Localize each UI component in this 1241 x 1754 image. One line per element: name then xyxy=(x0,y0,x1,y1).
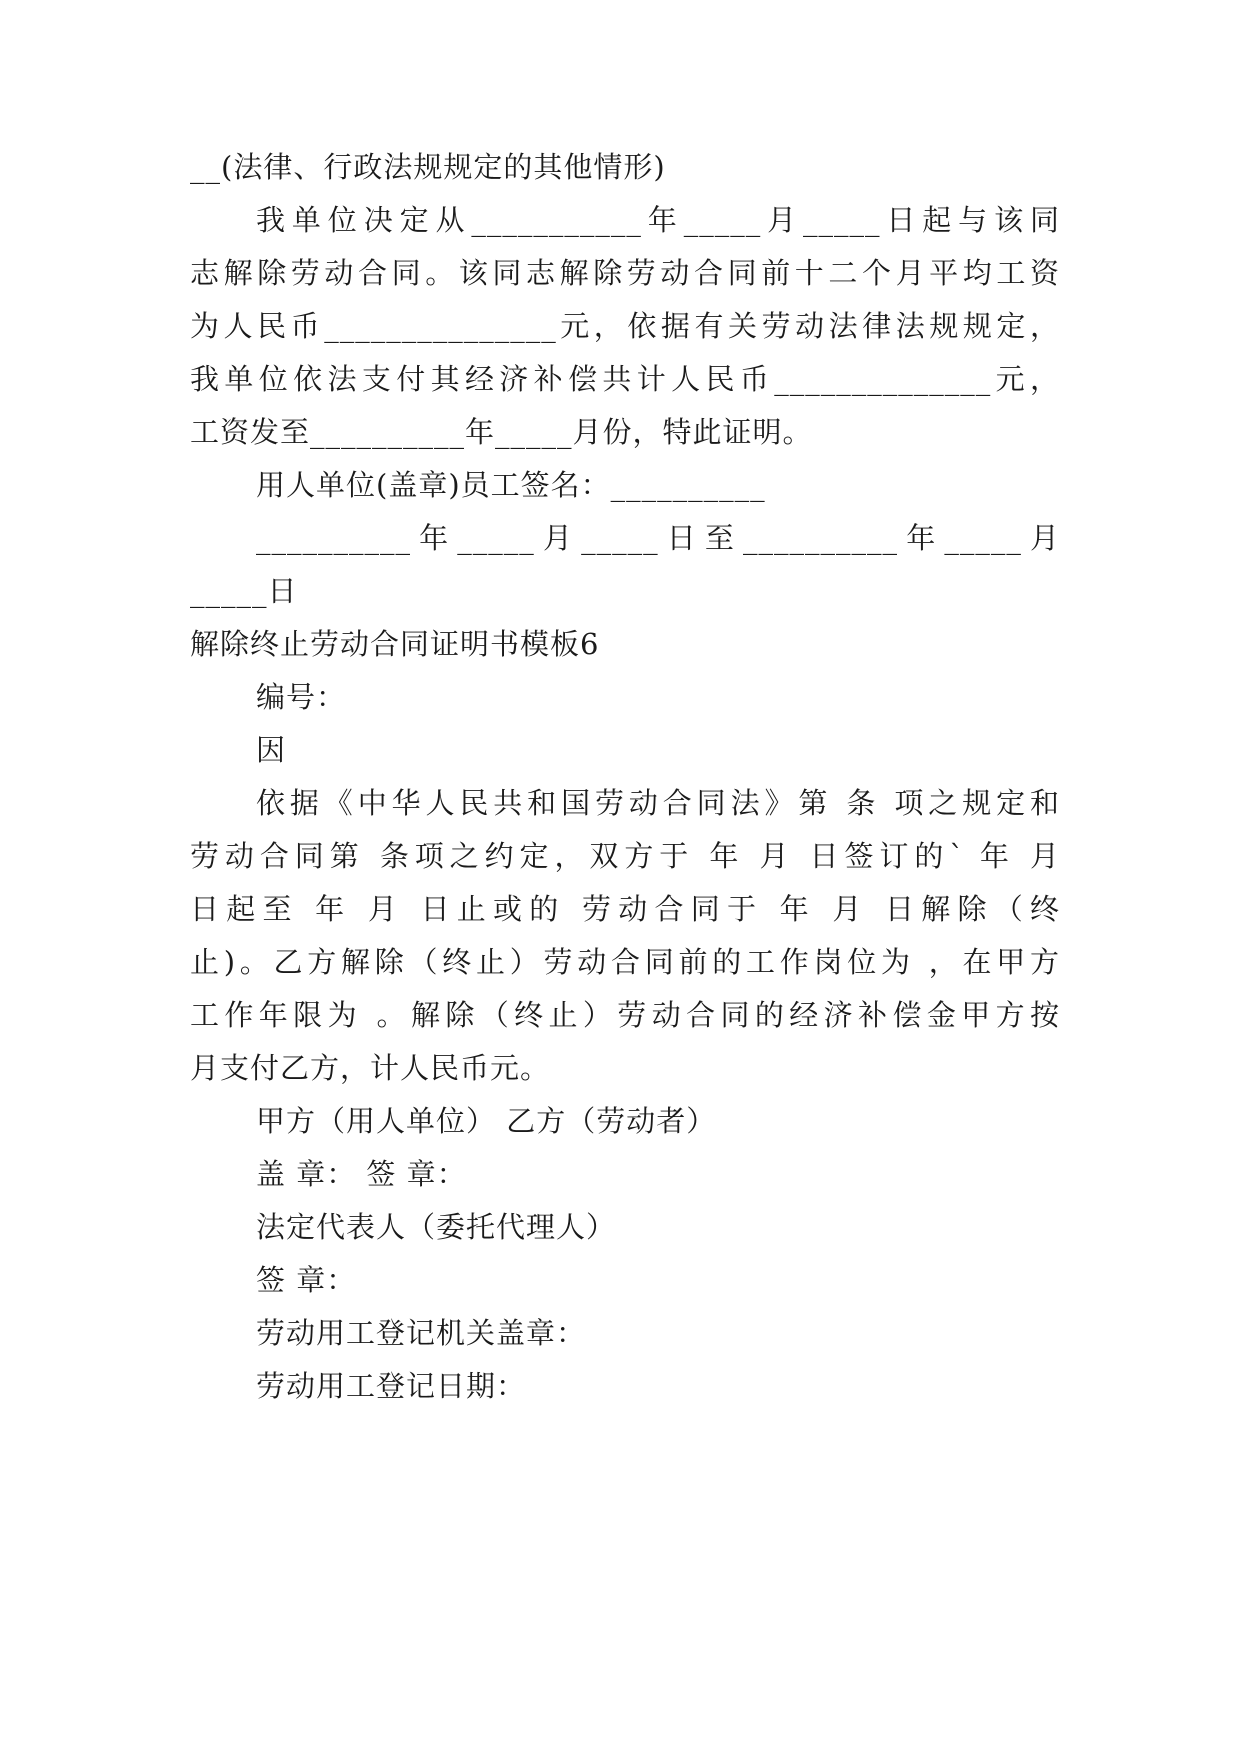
average-wage-line: 志解除劳动合同。该同志解除劳动合同前十二个月平均工资 xyxy=(190,256,1060,290)
serial-number-label: 编号： xyxy=(256,680,347,714)
wage-amount-line: 为人民币_______________元，依据有关劳动法律法规规定， xyxy=(190,309,1060,343)
legal-representative-line: 法定代表人（委托代理人） xyxy=(256,1210,617,1244)
termination-date-line: 我单位决定从___________年_____月_____日起与该同 xyxy=(256,203,1060,237)
parties-line: 甲方（用人单位） 乙方（劳动者） xyxy=(256,1104,717,1138)
registration-seal-line: 劳动用工登记机关盖章： xyxy=(256,1316,587,1350)
payment-amount-line: 月支付乙方，计人民币元。 xyxy=(190,1051,551,1085)
job-position-line: 止)。乙方解除（终止）劳动合同前的工作岗位为 ，在甲方 xyxy=(190,945,1060,979)
registration-date-line: 劳动用工登记日期： xyxy=(256,1369,527,1403)
wage-paid-until-line: 工资发至__________年_____月份，特此证明。 xyxy=(190,415,813,449)
legal-basis-line: 依据《中华人民共和国劳动合同法》第 条 项之规定和 xyxy=(256,786,1060,820)
representative-signature-line: 签 章： xyxy=(256,1263,357,1297)
reason-label: 因 xyxy=(256,733,287,767)
contract-period-line: 日起至 年 月 日止或的 劳动合同于 年 月 日解除（终 xyxy=(190,892,1060,926)
contract-clause-line: 劳动合同第 条项之约定，双方于 年 月 日签订的` 年 月 xyxy=(190,839,1060,873)
compensation-amount-line: 我单位依法支付其经济补偿共计人民币______________元， xyxy=(190,362,1060,396)
employer-seal-signature-line: 用人单位(盖章)员工签名：__________ xyxy=(256,468,766,502)
other-circumstances-line: __(法律、行政法规规定的其他情形) xyxy=(190,150,666,184)
date-range-end-line: _____日 xyxy=(190,574,298,608)
service-years-line: 工作年限为 。解除（终止）劳动合同的经济补偿金甲方按 xyxy=(190,998,1060,1032)
section-heading: 解除终止劳动合同证明书模板6 xyxy=(190,627,600,661)
seal-signature-line: 盖 章： 签 章： xyxy=(256,1157,467,1191)
date-range-line: __________年_____月_____日至__________年_____月 xyxy=(256,521,1060,555)
